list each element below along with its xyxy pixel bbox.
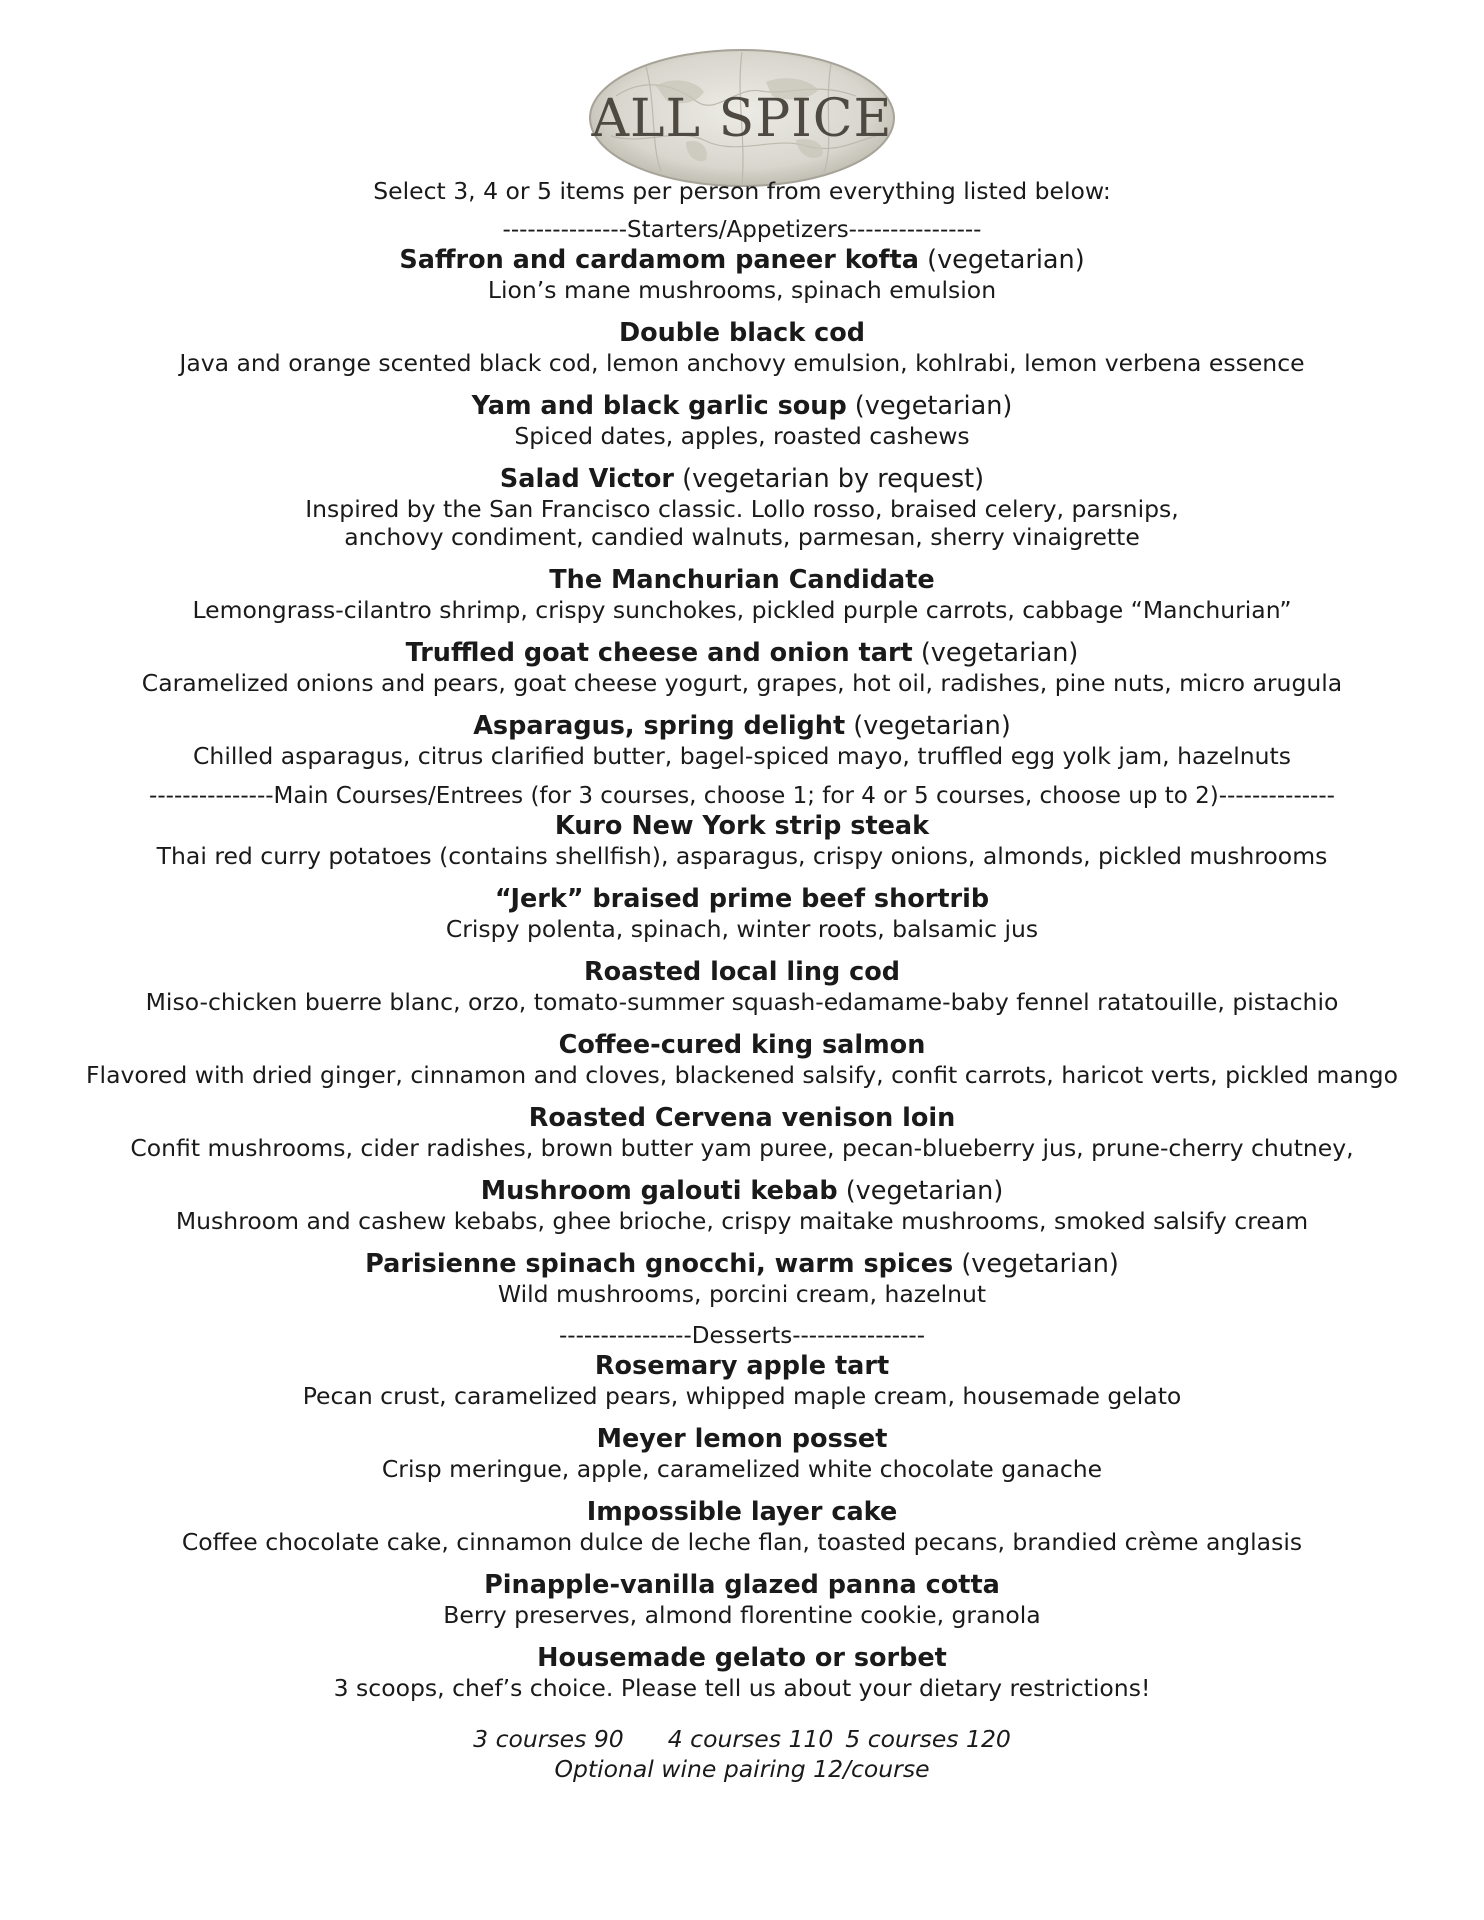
menu-item-description bbox=[40, 1061, 1444, 1089]
menu-item-name-line bbox=[40, 464, 1444, 495]
menu-item-description bbox=[40, 1382, 1444, 1410]
section-heading-main: ---------------Main Courses/Entrees (for 3 courses, choose 1; for 4 or 5 courses, choose up to 2)-------------- bbox=[149, 783, 1335, 809]
description-line: Crispy polenta, spinach, winter roots, balsamic jus bbox=[445, 915, 1039, 943]
menu-item bbox=[40, 638, 1444, 697]
menu-item bbox=[40, 1351, 1444, 1410]
course-prices bbox=[40, 1724, 1444, 1754]
description-line: Thai red curry potatoes (contains shellfish), asparagus, crispy onions, almonds, pickled mushrooms bbox=[156, 842, 1328, 870]
menu-item bbox=[40, 391, 1444, 450]
menu-item-name: Asparagus, spring delight bbox=[473, 711, 846, 741]
menu-item-name: Roasted local ling cod bbox=[583, 957, 900, 987]
menu-item-name-line bbox=[40, 1497, 1444, 1528]
menu-item-name-line bbox=[40, 1424, 1444, 1455]
menu-item-name-line bbox=[40, 1643, 1444, 1674]
menu-item-name-line bbox=[40, 318, 1444, 349]
menu-item-description bbox=[40, 1280, 1444, 1308]
menu-item-note: (vegetarian by request) bbox=[674, 464, 985, 494]
menu-item-description bbox=[40, 1134, 1444, 1162]
menu-item-description bbox=[40, 276, 1444, 304]
menu-item-note: (vegetarian) bbox=[912, 638, 1079, 668]
menu-item-name-line bbox=[40, 884, 1444, 915]
menu-item-name: Pinapple-vanilla glazed panna cotta bbox=[484, 1570, 1000, 1600]
price-3-courses: 3 courses 90 bbox=[473, 1725, 624, 1753]
menu-item bbox=[40, 1249, 1444, 1308]
menu-item-name: Yam and black garlic soup bbox=[471, 391, 847, 421]
menu-item-note: (vegetarian) bbox=[953, 1249, 1119, 1279]
menu-item-name-line bbox=[40, 1176, 1444, 1207]
menu-item-name: Impossible layer cake bbox=[586, 1497, 898, 1527]
description-line: Java and orange scented black cod, lemon anchovy emulsion, kohlrabi, lemon verbena essence bbox=[179, 349, 1305, 377]
menu-item-description bbox=[40, 1674, 1444, 1702]
menu-item bbox=[40, 711, 1444, 770]
menu-item-description bbox=[40, 742, 1444, 770]
menu-item bbox=[40, 464, 1444, 551]
menu-item bbox=[40, 1570, 1444, 1629]
menu-item bbox=[40, 884, 1444, 943]
menu-item-name-line bbox=[40, 711, 1444, 742]
section-heading-starters: ---------------Starters/Appetizers---------------- bbox=[502, 217, 982, 243]
description-line: Coffee chocolate cake, cinnamon dulce de leche flan, toasted pecans, brandied crème anglasis bbox=[181, 1528, 1303, 1556]
menu-item-name: Truffled goat cheese and onion tart bbox=[405, 638, 913, 668]
all-spice-logo bbox=[586, 46, 898, 190]
menu-item-name-line bbox=[40, 565, 1444, 596]
description-line: Crisp meringue, apple, caramelized white chocolate ganache bbox=[381, 1455, 1103, 1483]
description-line: anchovy condiment, candied walnuts, parmesan, sherry vinaigrette bbox=[344, 523, 1140, 551]
description-line: Confit mushrooms, cider radishes, brown butter yam puree, pecan-blueberry jus, prune-cherry chutney, bbox=[130, 1134, 1354, 1162]
menu-content bbox=[40, 176, 1444, 1784]
menu-item-name-line bbox=[40, 957, 1444, 988]
menu-item-name-line bbox=[40, 638, 1444, 669]
menu-item bbox=[40, 1176, 1444, 1235]
menu-item bbox=[40, 1030, 1444, 1089]
menu-item-name: Salad Victor bbox=[499, 464, 675, 494]
description-line: Chilled asparagus, citrus clarified butter, bagel-spiced mayo, truffled egg yolk jam, hazelnuts bbox=[193, 742, 1291, 770]
menu-item-description bbox=[40, 495, 1444, 551]
logo-emblem bbox=[586, 46, 898, 190]
description-line: Lemongrass-cilantro shrimp, crispy sunchokes, pickled purple carrots, cabbage “Manchurian” bbox=[192, 596, 1292, 624]
menu-item bbox=[40, 1497, 1444, 1556]
menu-item-name-line bbox=[40, 245, 1444, 276]
menu-item bbox=[40, 318, 1444, 377]
menu-item-name-line bbox=[40, 1351, 1444, 1382]
menu-item-name-line bbox=[40, 391, 1444, 422]
intro-text: Select 3, 4 or 5 items per person from everything listed below: bbox=[373, 177, 1111, 205]
description-line: 3 scoops, chef’s choice. Please tell us about your dietary restrictions! bbox=[333, 1674, 1151, 1702]
menu-item-name: Kuro New York strip steak bbox=[554, 811, 930, 841]
menu-item bbox=[40, 565, 1444, 624]
description-line: Miso-chicken buerre blanc, orzo, tomato-summer squash-edamame-baby fennel ratatouille, pistachio bbox=[145, 988, 1339, 1016]
menu-item-description bbox=[40, 1601, 1444, 1629]
menu-item bbox=[40, 1424, 1444, 1483]
menu-item-description bbox=[40, 1455, 1444, 1483]
section-heading-desserts: ----------------Desserts---------------- bbox=[558, 1323, 925, 1349]
menu-item-name-line bbox=[40, 1030, 1444, 1061]
menu-item bbox=[40, 811, 1444, 870]
menu-item-name-line bbox=[40, 1570, 1444, 1601]
description-line: Lion’s mane mushrooms, spinach emulsion bbox=[487, 276, 997, 304]
wine-pairing: Optional wine pairing 12/course bbox=[554, 1755, 930, 1783]
price-4-courses: 4 courses 110 bbox=[667, 1725, 834, 1753]
menu-item-name: Saffron and cardamom paneer kofta bbox=[399, 245, 920, 275]
menu-item-name: The Manchurian Candidate bbox=[549, 565, 935, 595]
menu-item-description bbox=[40, 349, 1444, 377]
description-line: Mushroom and cashew kebabs, ghee brioche, crispy maitake mushrooms, smoked salsify cream bbox=[175, 1207, 1309, 1235]
description-line: Flavored with dried ginger, cinnamon and cloves, blackened salsify, confit carrots, haricot verts, pickled mango bbox=[86, 1061, 1398, 1089]
menu-item-note: (vegetarian) bbox=[837, 1176, 1004, 1206]
menu-item-name-line bbox=[40, 1103, 1444, 1134]
menu-item-description bbox=[40, 669, 1444, 697]
menu-item-description bbox=[40, 842, 1444, 870]
menu-item-description bbox=[40, 596, 1444, 624]
description-line: Spiced dates, apples, roasted cashews bbox=[514, 422, 970, 450]
menu-item-description bbox=[40, 422, 1444, 450]
description-line: Berry preserves, almond florentine cookie, granola bbox=[443, 1601, 1041, 1629]
menu-item-name: Housemade gelato or sorbet bbox=[537, 1643, 947, 1673]
menu-item-description bbox=[40, 1528, 1444, 1556]
description-line: Caramelized onions and pears, goat cheese yogurt, grapes, hot oil, radishes, pine nuts, micro arugula bbox=[141, 669, 1343, 697]
menu-item-description bbox=[40, 915, 1444, 943]
menu-item-name: Double black cod bbox=[618, 318, 866, 348]
menu-item-description bbox=[40, 1207, 1444, 1235]
menu-item-name: Roasted Cervena venison loin bbox=[528, 1103, 956, 1133]
menu-item bbox=[40, 245, 1444, 304]
menu-item-name-line bbox=[40, 811, 1444, 842]
description-line: Pecan crust, caramelized pears, whipped maple cream, housemade gelato bbox=[302, 1382, 1182, 1410]
menu-item bbox=[40, 957, 1444, 1016]
menu-item-name: “Jerk” braised prime beef shortrib bbox=[494, 884, 990, 914]
menu-item-name-line bbox=[40, 1249, 1444, 1280]
menu-item-note: (vegetarian) bbox=[845, 711, 1011, 741]
menu-item-name: Coffee-cured king salmon bbox=[558, 1030, 926, 1060]
description-line: Wild mushrooms, porcini cream, hazelnut bbox=[497, 1280, 987, 1308]
menu-item bbox=[40, 1103, 1444, 1162]
menu-item-name: Mushroom galouti kebab bbox=[480, 1176, 838, 1206]
logo-text: ALL SPICE bbox=[591, 89, 893, 149]
pricing bbox=[40, 1724, 1444, 1784]
description-line: Inspired by the San Francisco classic. Lollo rosso, braised celery, parsnips, bbox=[305, 495, 1179, 523]
price-5-courses: 5 courses 120 bbox=[845, 1725, 1011, 1753]
menu-item-name: Meyer lemon posset bbox=[596, 1424, 888, 1454]
menu-sections bbox=[40, 216, 1444, 1702]
menu-item-note: (vegetarian) bbox=[846, 391, 1013, 421]
menu-item-note: (vegetarian) bbox=[919, 245, 1085, 275]
menu-item bbox=[40, 1643, 1444, 1702]
menu-item-name: Rosemary apple tart bbox=[594, 1351, 890, 1381]
menu-item-name: Parisienne spinach gnocchi, warm spices bbox=[365, 1249, 954, 1279]
menu-item-description bbox=[40, 988, 1444, 1016]
